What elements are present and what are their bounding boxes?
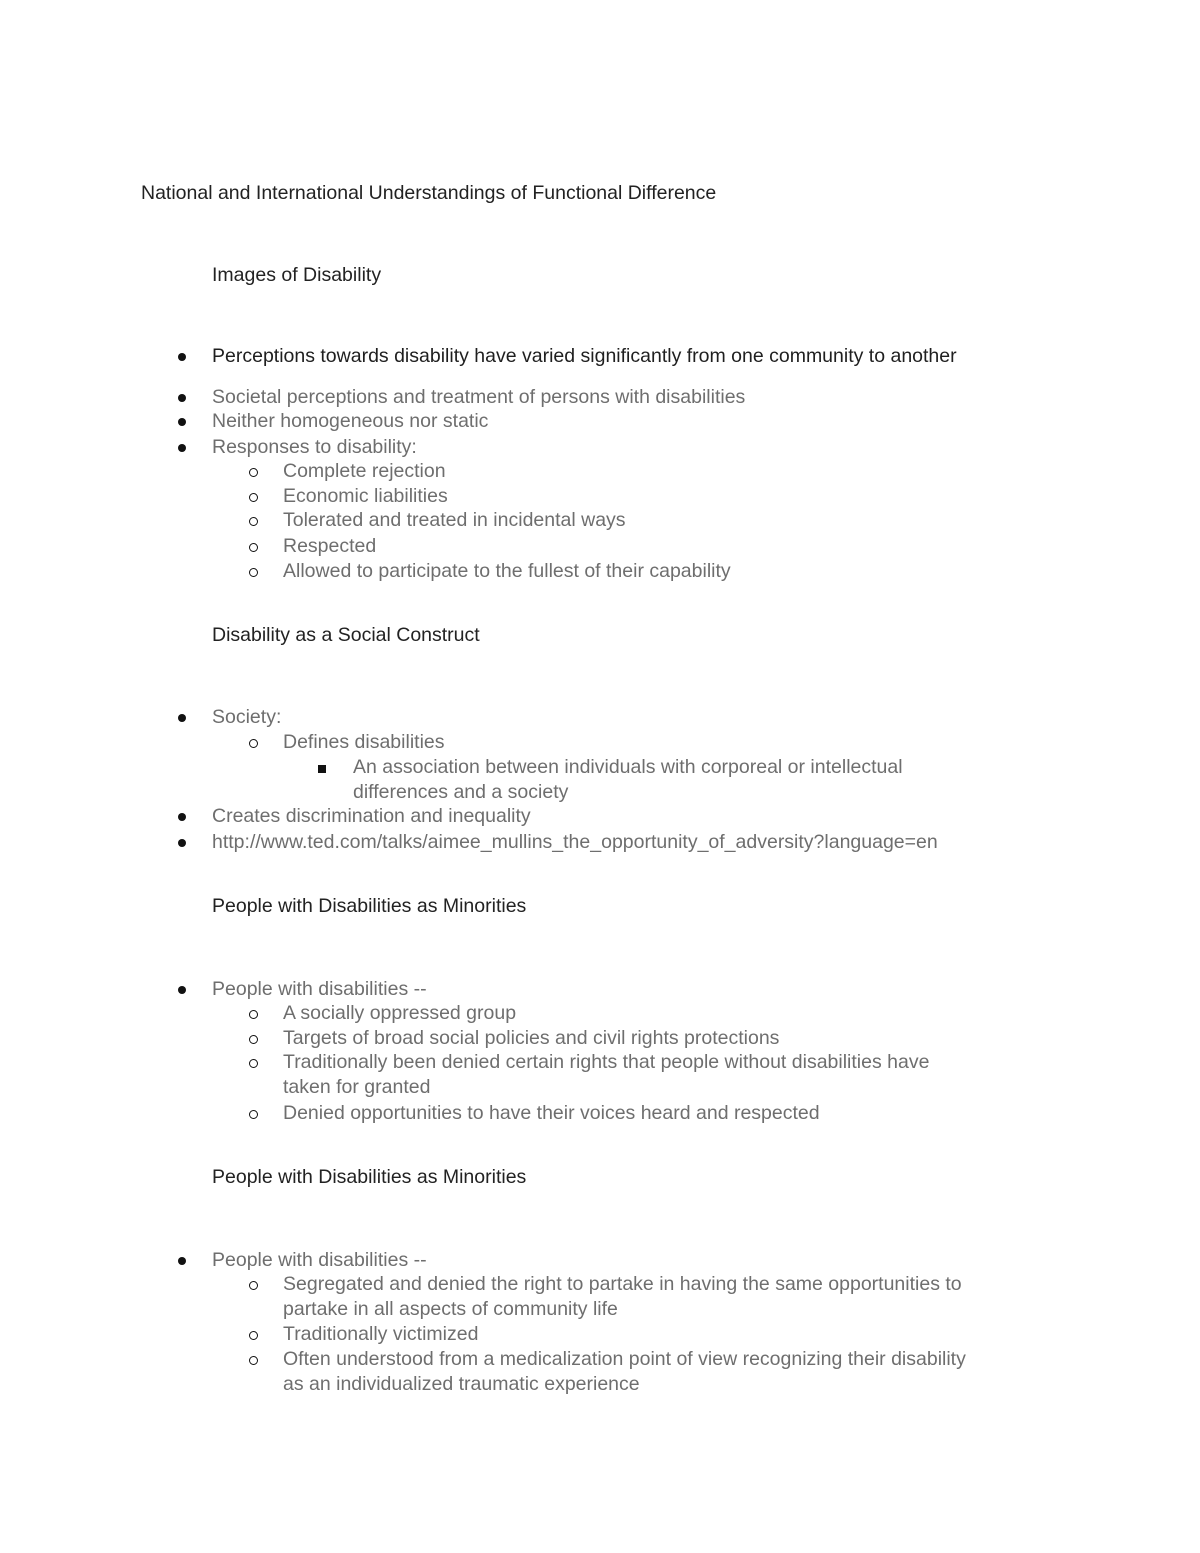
section-heading-minorities: People with Disabilities as Minorities bbox=[212, 895, 527, 917]
list-subitem: Allowed to participate to the fullest of their capability bbox=[283, 560, 731, 582]
circle-bullet-icon bbox=[249, 1110, 258, 1119]
list-item: Perceptions towards disability have varied significantly from one community to another bbox=[212, 345, 957, 367]
disc-bullet-icon bbox=[178, 418, 186, 426]
list-item: Societal perceptions and treatment of persons with disabilities bbox=[212, 386, 746, 408]
list-subitem: Economic liabilities bbox=[283, 485, 448, 507]
disc-bullet-icon bbox=[178, 839, 186, 847]
list-item: People with disabilities -- bbox=[212, 978, 427, 1000]
list-subitem: Traditionally victimized bbox=[283, 1323, 479, 1345]
disc-bullet-icon bbox=[178, 986, 186, 994]
circle-bullet-icon bbox=[249, 1356, 258, 1365]
list-subsubitem: An association between individuals with corporeal or intellectual bbox=[353, 756, 903, 778]
circle-bullet-icon bbox=[249, 1331, 258, 1340]
list-subitem: Tolerated and treated in incidental ways bbox=[283, 509, 626, 531]
list-item: Neither homogeneous nor static bbox=[212, 410, 489, 432]
circle-bullet-icon bbox=[249, 517, 258, 526]
circle-bullet-icon bbox=[249, 543, 258, 552]
circle-bullet-icon bbox=[249, 568, 258, 577]
square-bullet-icon bbox=[318, 765, 326, 773]
list-subitem: Traditionally been denied certain rights that people without disabilities have bbox=[283, 1051, 930, 1073]
list-subitem: Complete rejection bbox=[283, 460, 446, 482]
disc-bullet-icon bbox=[178, 394, 186, 402]
list-item: Creates discrimination and inequality bbox=[212, 805, 531, 827]
list-subitem-continued: as an individualized traumatic experience bbox=[283, 1373, 640, 1395]
circle-bullet-icon bbox=[249, 739, 258, 748]
circle-bullet-icon bbox=[249, 1281, 258, 1290]
circle-bullet-icon bbox=[249, 468, 258, 477]
list-item: People with disabilities -- bbox=[212, 1249, 427, 1271]
disc-bullet-icon bbox=[178, 1257, 186, 1265]
list-subitem: Segregated and denied the right to partake in having the same opportunities to bbox=[283, 1273, 962, 1295]
section-heading-social-construct: Disability as a Social Construct bbox=[212, 624, 480, 646]
disc-bullet-icon bbox=[178, 813, 186, 821]
circle-bullet-icon bbox=[249, 1059, 258, 1068]
section-heading-minorities-2: People with Disabilities as Minorities bbox=[212, 1166, 527, 1188]
disc-bullet-icon bbox=[178, 353, 186, 361]
circle-bullet-icon bbox=[249, 1010, 258, 1019]
list-subitem: A socially oppressed group bbox=[283, 1002, 517, 1024]
list-subitem-continued: taken for granted bbox=[283, 1076, 431, 1098]
circle-bullet-icon bbox=[249, 493, 258, 502]
list-subitem: Targets of broad social policies and civil rights protections bbox=[283, 1027, 780, 1049]
document-title: National and International Understandings of Functional Difference bbox=[141, 182, 717, 204]
disc-bullet-icon bbox=[178, 714, 186, 722]
section-heading-images-of-disability: Images of Disability bbox=[212, 264, 382, 286]
disc-bullet-icon bbox=[178, 444, 186, 452]
list-subitem: Denied opportunities to have their voices heard and respected bbox=[283, 1102, 820, 1124]
list-subsubitem-continued: differences and a society bbox=[353, 781, 569, 803]
list-item: Responses to disability: bbox=[212, 436, 417, 458]
list-subitem: Often understood from a medicalization point of view recognizing their disability bbox=[283, 1348, 966, 1370]
circle-bullet-icon bbox=[249, 1035, 258, 1044]
list-subitem: Defines disabilities bbox=[283, 731, 445, 753]
list-subitem: Respected bbox=[283, 535, 377, 557]
list-item: Society: bbox=[212, 706, 282, 728]
list-subitem-continued: partake in all aspects of community life bbox=[283, 1298, 618, 1320]
ted-talk-link[interactable]: http://www.ted.com/talks/aimee_mullins_the_opportunity_of_adversity?language=en bbox=[212, 831, 938, 853]
